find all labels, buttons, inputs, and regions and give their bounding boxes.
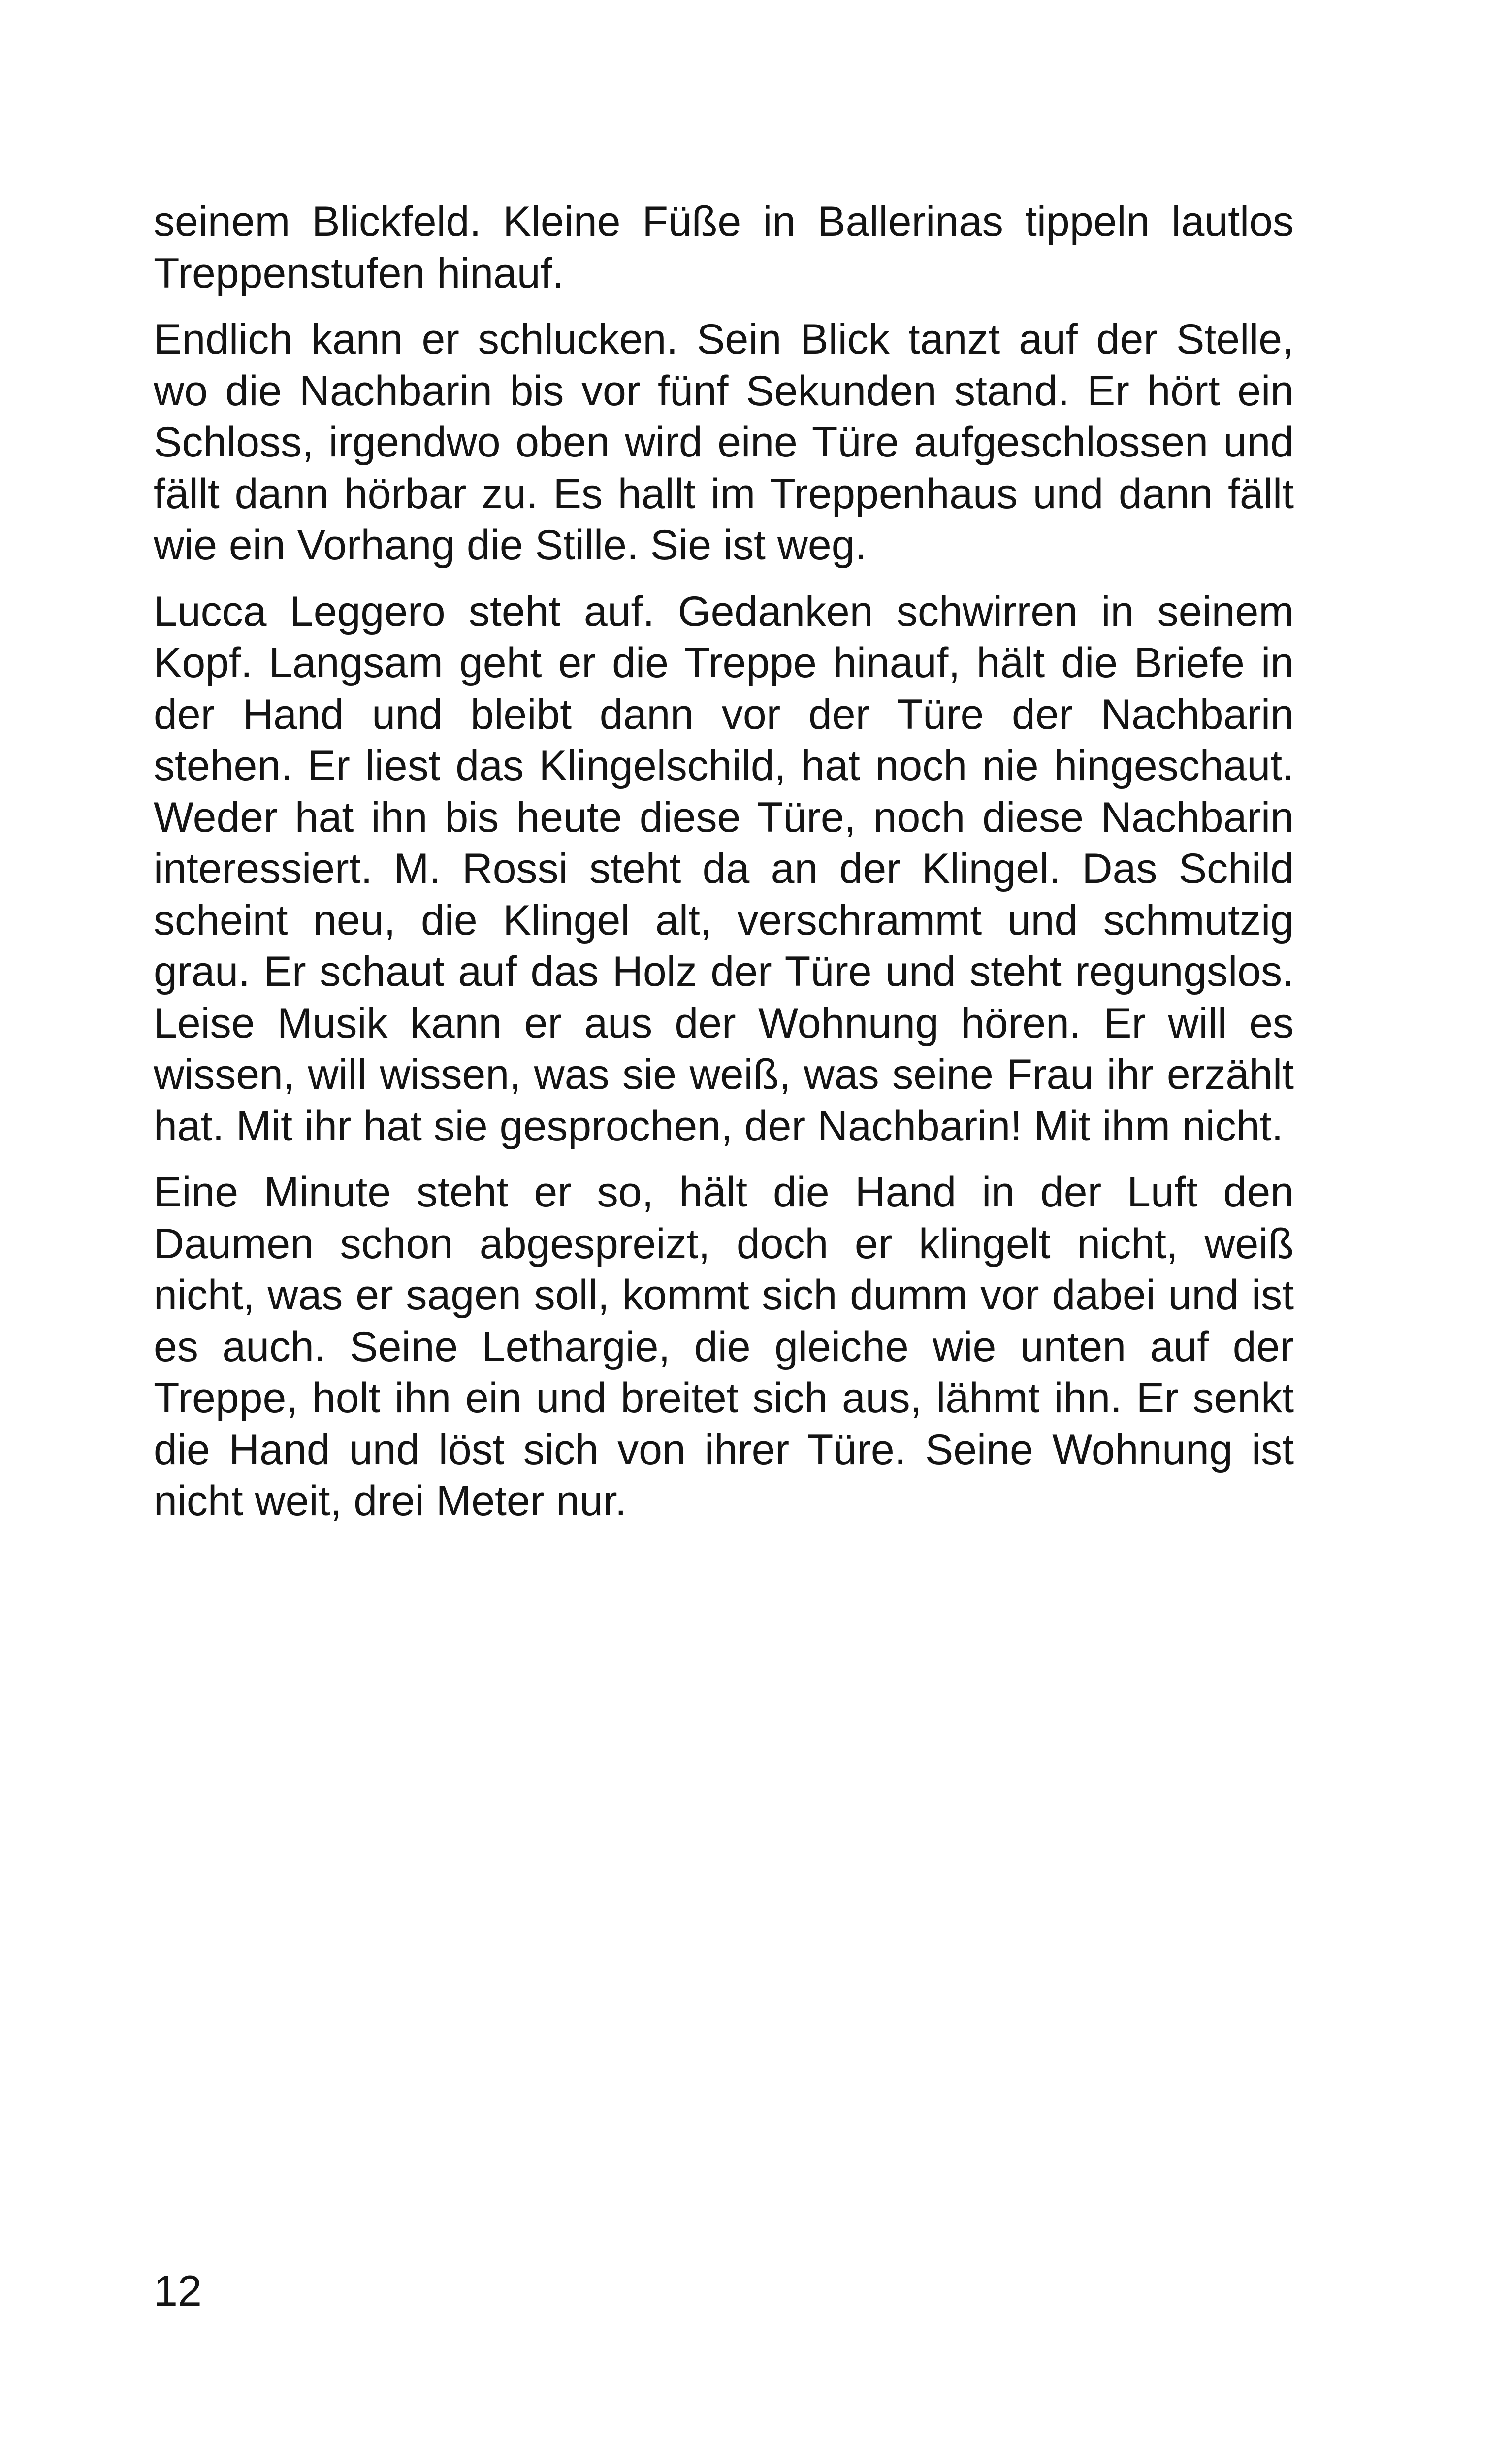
page-number: 12: [154, 2266, 202, 2315]
body-text: [154, 196, 1294, 1542]
paragraph: Lucca Leggero steht auf. Gedanken schwirren in seinem Kopf. Langsam geht er die Treppe hinauf, hält die Briefe in der Hand und bleibt dann vor der Türe der Nachbarin stehen. Er liest das Klingelschild, hat noch nie hingeschaut. Weder hat ihn bis heute diese Türe, noch diese Nachbarin interessiert. M. Rossi steht da an der Klingel. Das Schild scheint neu, die Klingel alt, verschrammt und schmutzig grau. Er schaut auf das Holz der Türe und steht regungslos. Leise Musik kann er aus der Wohnung hören. Er will es wissen, will wissen, was sie weiß, was seine Frau ihr erzählt hat. Mit ihr hat sie gesprochen, der Nachbarin! Mit ihm nicht.: [154, 587, 1294, 1150]
paragraph: Eine Minute steht er so, hält die Hand in der Luft den Daumen schon abgespreizt, doch er klingelt nicht, weiß nicht, was er sagen soll, kommt sich dumm vor dabei und ist es auch. Seine Lethargie, die gleiche wie unten auf der Treppe, holt ihn ein und breitet sich aus, lähmt ihn. Er senkt die Hand und löst sich von ihrer Türe. Seine Wohnung ist nicht weit, drei Meter nur.: [154, 1169, 1294, 1525]
paragraph: seinem Blickfeld. Kleine Füße in Ballerinas tippeln lautlos Treppenstufen hinauf.: [154, 198, 1294, 297]
paragraph: Endlich kann er schlucken. Sein Blick tanzt auf der Stelle, wo die Nachbarin bis vor fünf Sekunden stand. Er hört ein Schloss, irgendwo oben wird eine Türe aufgeschlossen und fällt dann hörbar zu. Es hallt im Treppenhaus und dann fällt wie ein Vorhang die Stille. Sie ist weg.: [154, 316, 1294, 569]
